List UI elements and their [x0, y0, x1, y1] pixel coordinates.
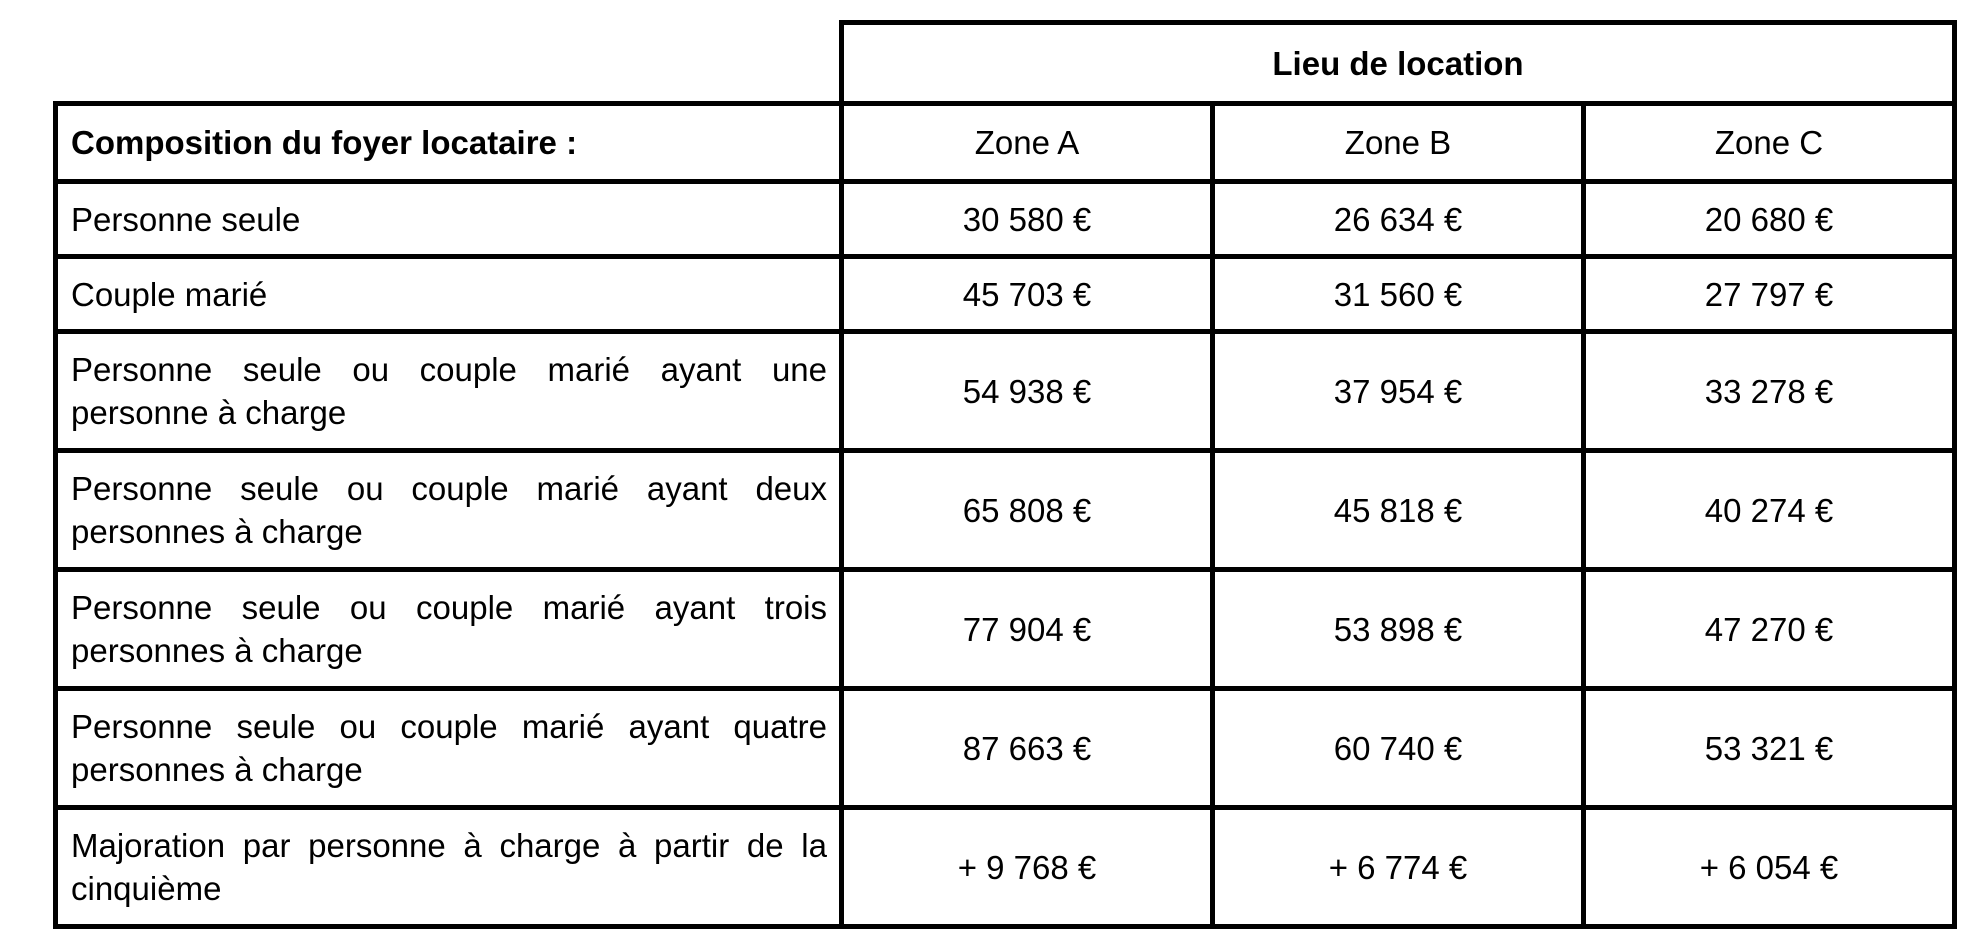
zone-c-value: 20 680 €: [1584, 182, 1955, 257]
zone-c-value: 40 274 €: [1584, 451, 1955, 570]
row-label: Personne seule ou couple marié ayant quatre personnes à charge: [56, 689, 842, 808]
row-label: Couple marié: [56, 257, 842, 332]
zone-b-value: + 6 774 €: [1213, 808, 1584, 927]
zone-a-value: 65 808 €: [842, 451, 1213, 570]
income-ceiling-table: [53, 20, 1957, 929]
zone-a-value: 30 580 €: [842, 182, 1213, 257]
income-ceiling-table-wrapper: [53, 20, 1957, 929]
table-row: [56, 689, 1955, 808]
zone-b-value: 53 898 €: [1213, 570, 1584, 689]
zone-a-header: Zone A: [842, 104, 1213, 182]
zone-a-value: 45 703 €: [842, 257, 1213, 332]
zone-c-value: 27 797 €: [1584, 257, 1955, 332]
table-row: [56, 570, 1955, 689]
zone-b-value: 60 740 €: [1213, 689, 1584, 808]
zone-b-value: 37 954 €: [1213, 332, 1584, 451]
household-composition-header: Composition du foyer locataire :: [56, 104, 842, 182]
table-row: [56, 451, 1955, 570]
zone-a-value: 77 904 €: [842, 570, 1213, 689]
zone-b-header: Zone B: [1213, 104, 1584, 182]
table-row: [56, 808, 1955, 927]
row-label: Personne seule: [56, 182, 842, 257]
table-group-header-row: [56, 23, 1955, 104]
table-row: [56, 257, 1955, 332]
zone-a-value: 87 663 €: [842, 689, 1213, 808]
table-row: [56, 332, 1955, 451]
zone-a-value: + 9 768 €: [842, 808, 1213, 927]
zone-c-value: 33 278 €: [1584, 332, 1955, 451]
zone-b-value: 45 818 €: [1213, 451, 1584, 570]
empty-corner-cell: [56, 23, 842, 104]
zone-b-value: 26 634 €: [1213, 182, 1584, 257]
row-label: Personne seule ou couple marié ayant trois personnes à charge: [56, 570, 842, 689]
zone-c-header: Zone C: [1584, 104, 1955, 182]
table-row: [56, 182, 1955, 257]
zone-b-value: 31 560 €: [1213, 257, 1584, 332]
location-group-header: Lieu de location: [842, 23, 1955, 104]
row-label: Personne seule ou couple marié ayant une personne à charge: [56, 332, 842, 451]
zone-c-value: 47 270 €: [1584, 570, 1955, 689]
row-label: Majoration par personne à charge à partir de la cinquième: [56, 808, 842, 927]
zone-a-value: 54 938 €: [842, 332, 1213, 451]
row-label: Personne seule ou couple marié ayant deux personnes à charge: [56, 451, 842, 570]
zone-c-value: 53 321 €: [1584, 689, 1955, 808]
zone-c-value: + 6 054 €: [1584, 808, 1955, 927]
table-header-row: [56, 104, 1955, 182]
